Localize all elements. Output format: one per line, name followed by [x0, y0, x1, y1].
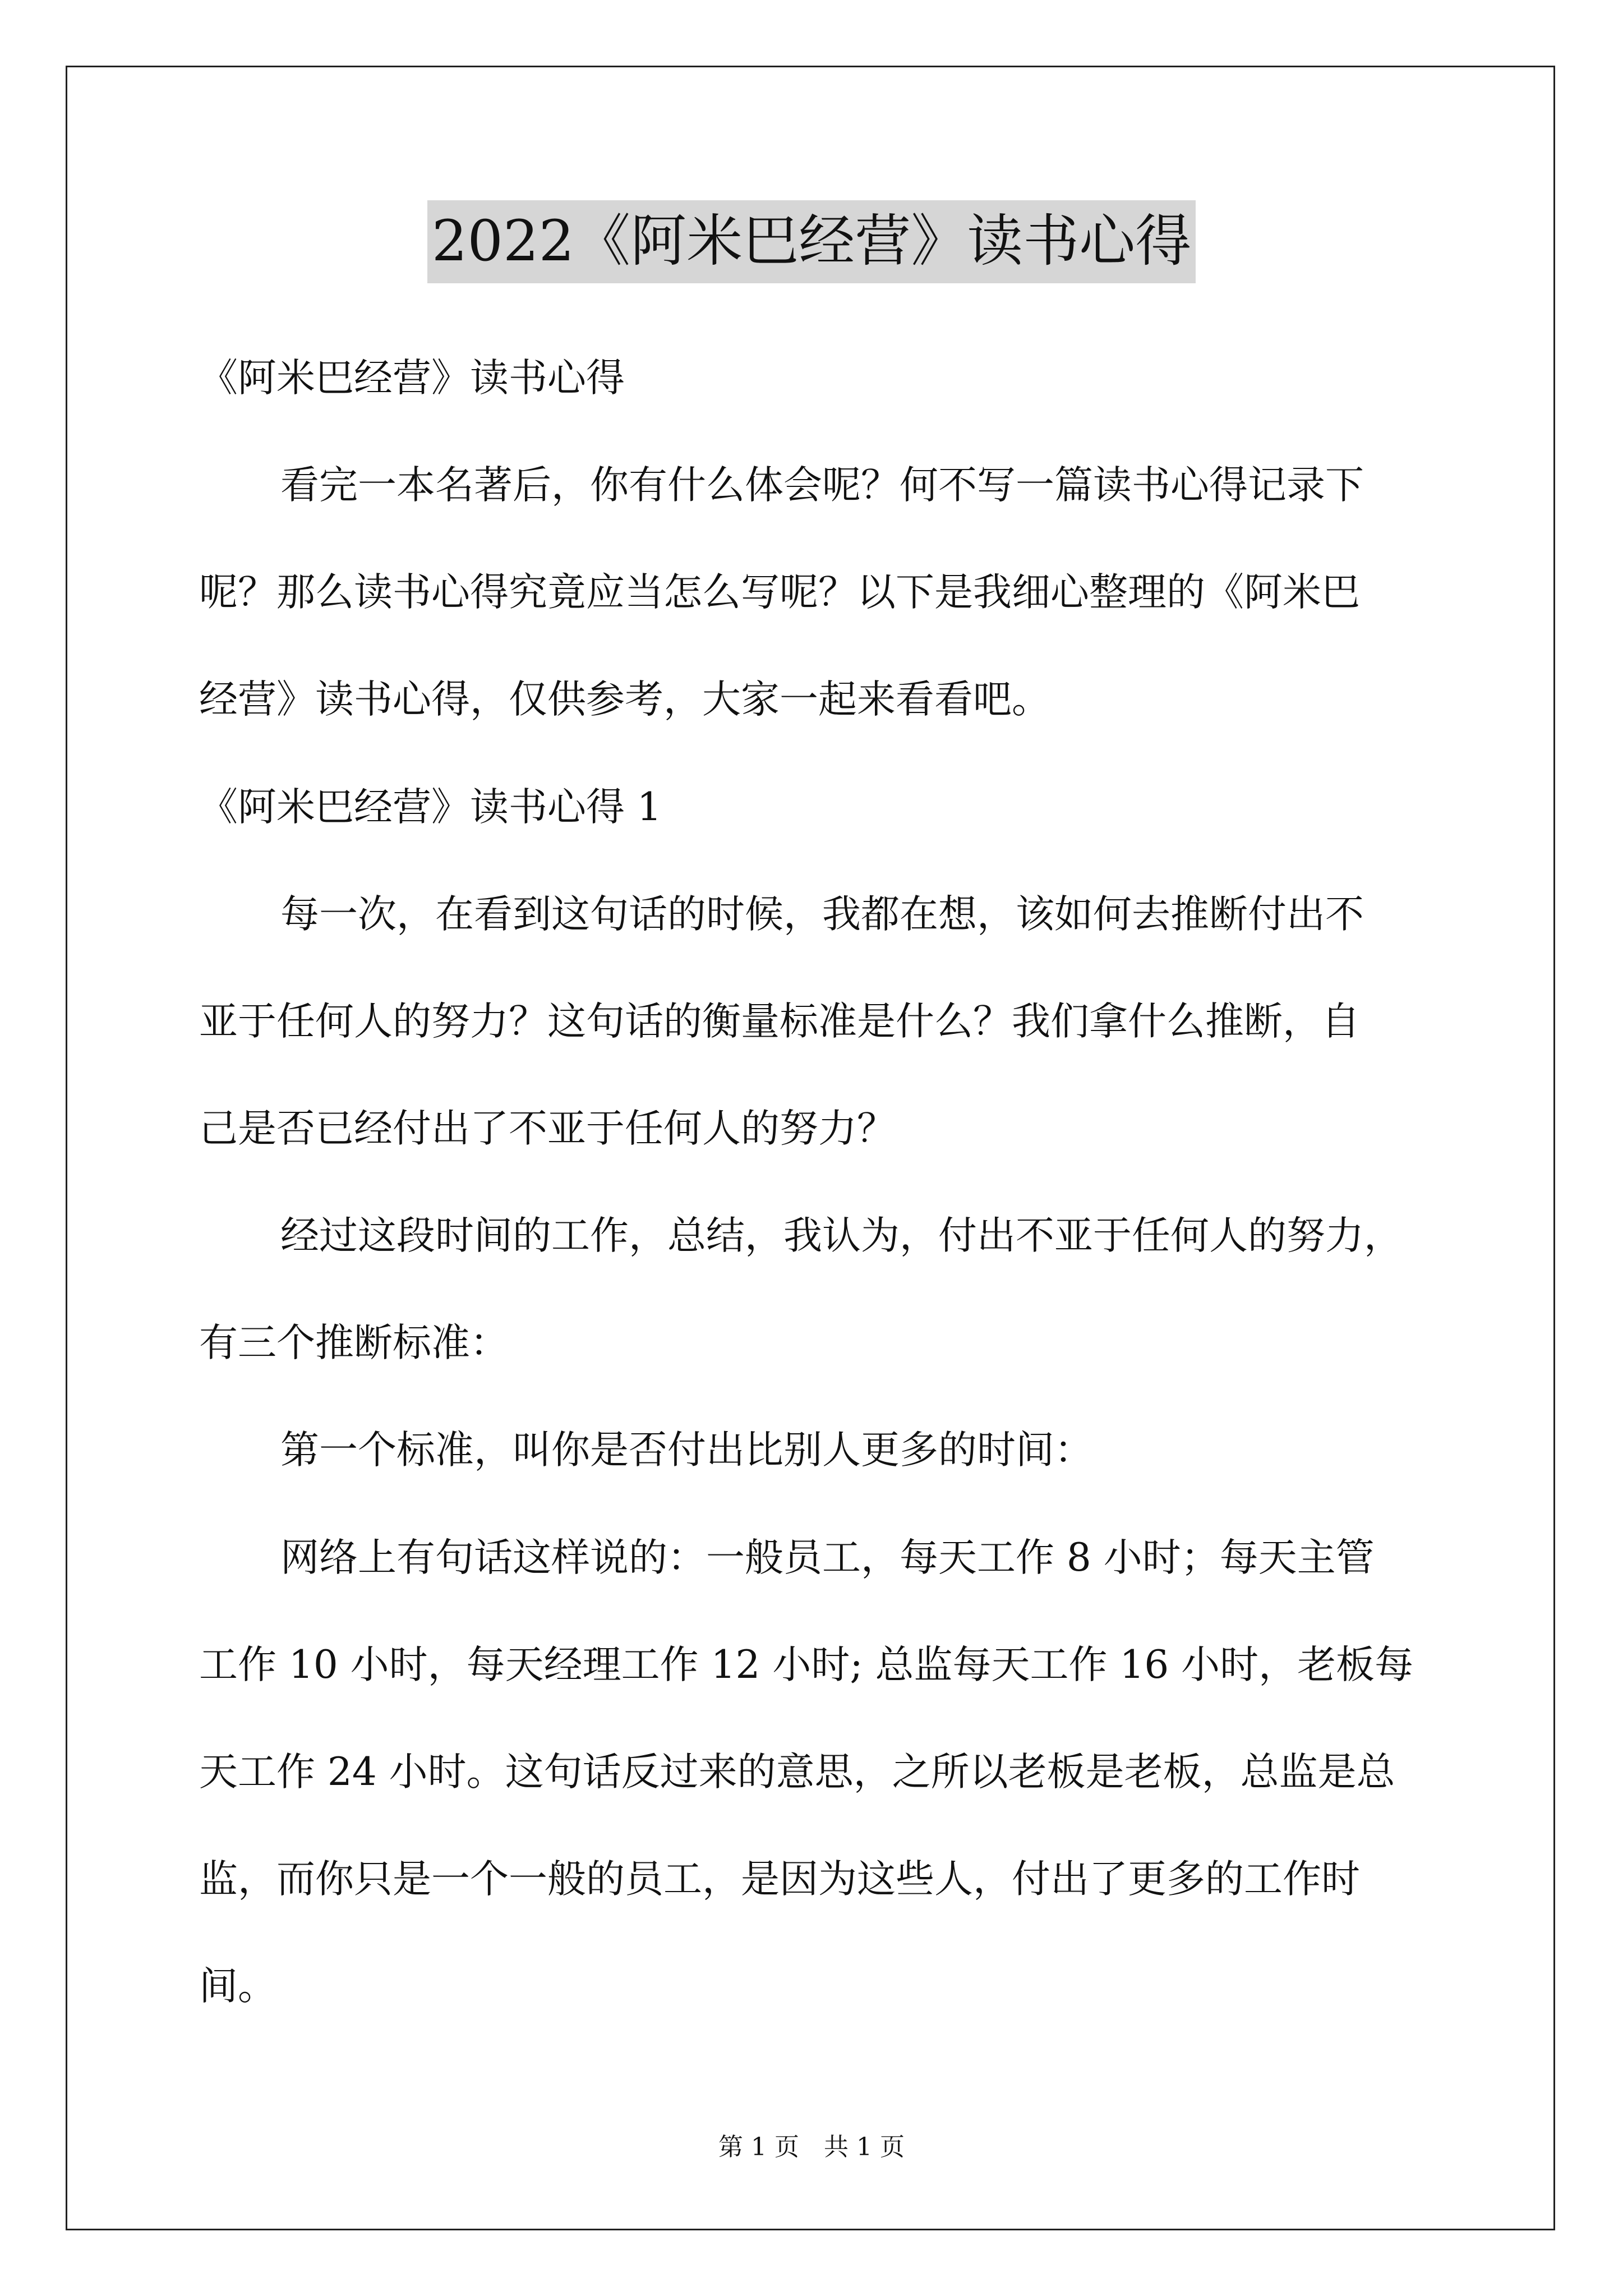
paragraph-line: 间。: [199, 1964, 276, 2009]
paragraph-line: 监，而你只是一个一般的员工，是因为这些人，付出了更多的工作时: [199, 1857, 1360, 1902]
title-area: [0, 200, 1623, 283]
page-footer: 第 1 页 共 1 页: [718, 2133, 905, 2161]
paragraph-line: 第一个标准，叫你是否付出比别人更多的时间：: [280, 1428, 1093, 1473]
paragraph-line: 每一次，在看到这句话的时候，我都在想，该如何去推断付出不: [280, 892, 1364, 937]
subtitle-line: 《阿米巴经营》读书心得: [199, 356, 625, 401]
paragraph-line: 呢？那么读书心得究竟应当怎么写呢？以下是我细心整理的《阿米巴: [199, 570, 1360, 615]
section-heading: 《阿米巴经营》读书心得 1: [199, 785, 662, 830]
paragraph-line: 亚于任何人的努力？这句话的衡量标准是什么？我们拿什么推断，自: [199, 999, 1360, 1044]
paragraph-line: 经营》读书心得，仅供参考，大家一起来看看吧。: [199, 677, 1050, 722]
paragraph-line: 有三个推断标准：: [199, 1320, 509, 1365]
paragraph-line: 看完一本名著后，你有什么体会呢？何不写一篇读书心得记录下: [280, 463, 1364, 508]
paragraph-line: 己是否已经付出了不亚于任何人的努力？: [199, 1106, 896, 1151]
paragraph-line: 经过这段时间的工作，总结，我认为，付出不亚于任何人的努力，: [280, 1213, 1403, 1258]
paragraph-line: 天工作 24 小时。这句话反过来的意思，之所以老板是老板，总监是总: [199, 1750, 1395, 1795]
document-title: 2022《阿米巴经营》读书心得: [427, 200, 1196, 283]
paragraph-line: 工作 10 小时，每天经理工作 12 小时; 总监每天工作 16 小时，老板每: [199, 1642, 1414, 1687]
paragraph-line: 网络上有句话这样说的：一般员工，每天工作 8 小时；每天主管: [280, 1535, 1375, 1580]
